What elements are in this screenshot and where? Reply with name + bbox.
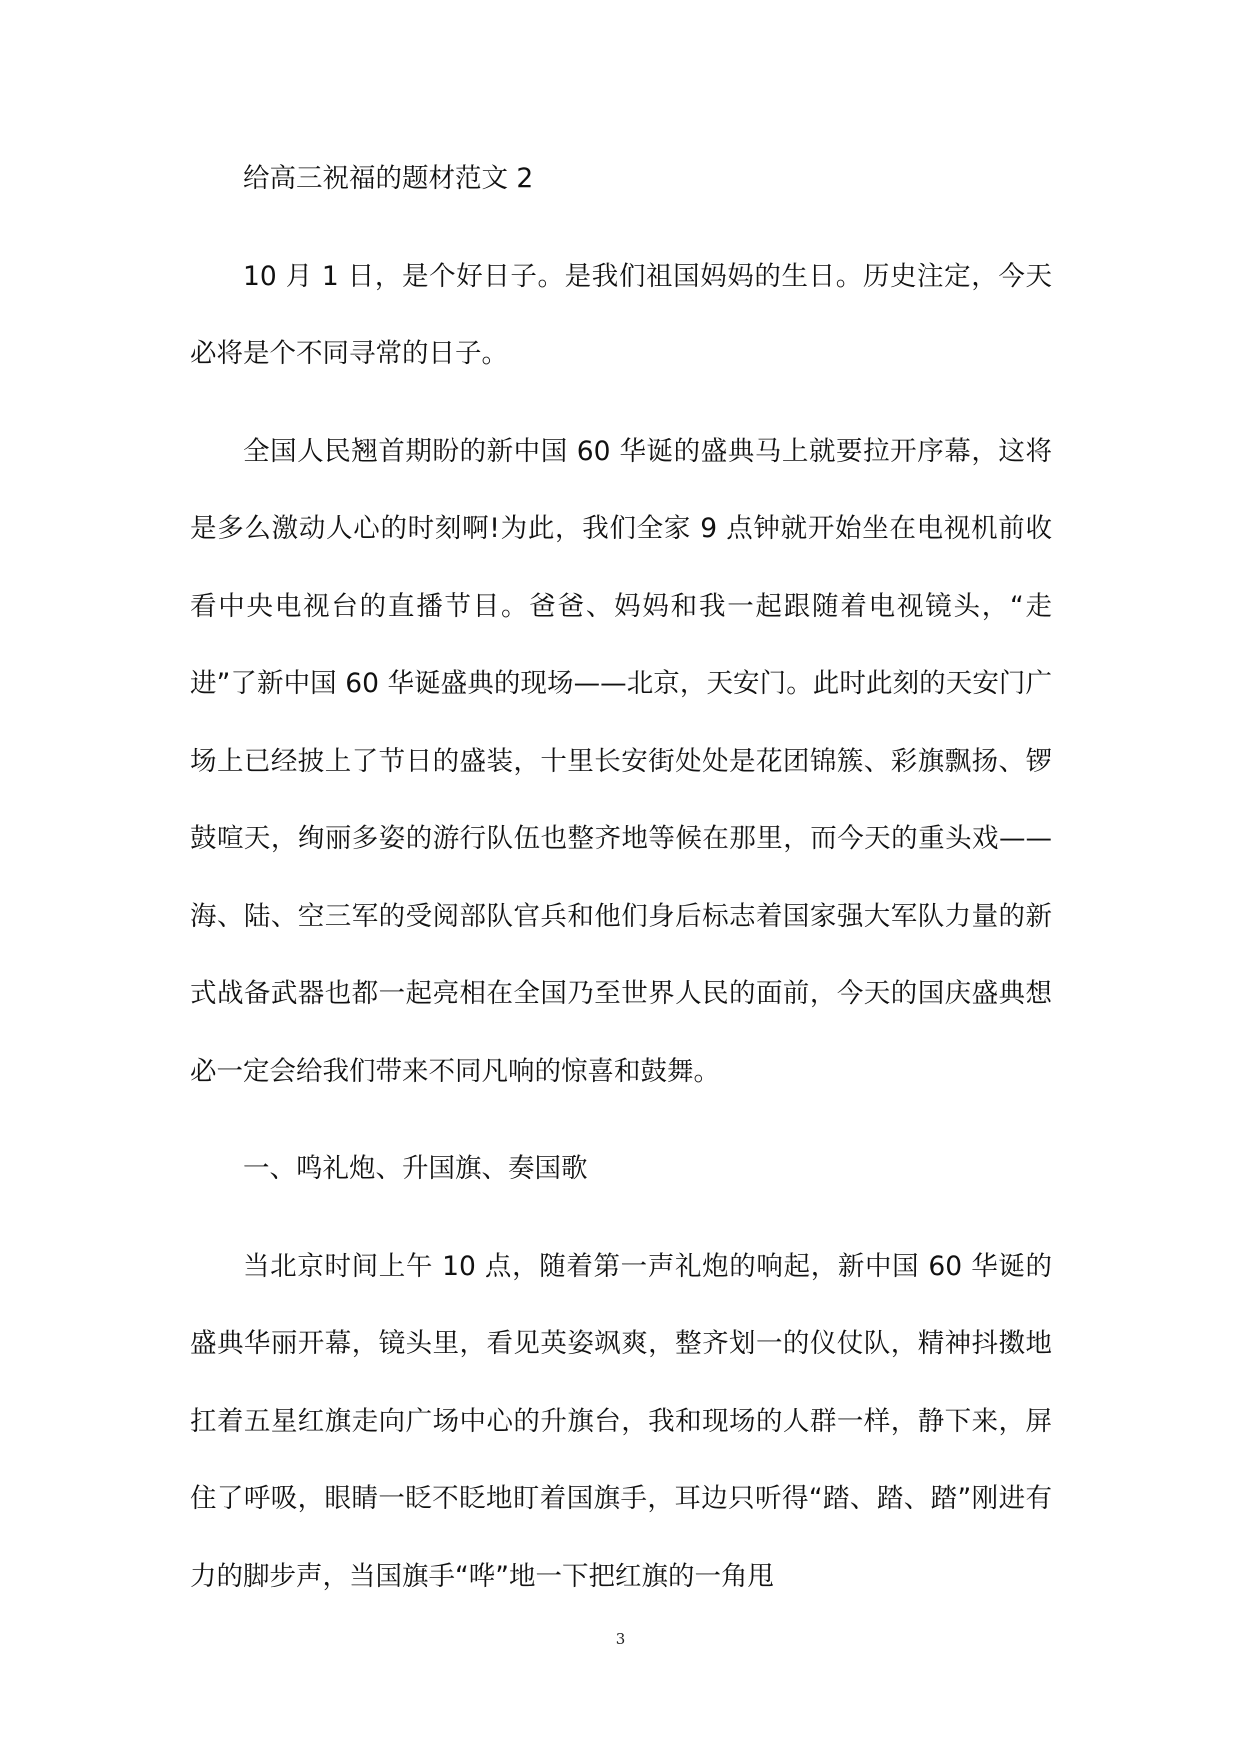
section-title: 给高三祝福的题材范文 2 <box>243 163 534 194</box>
paragraph-ceremony: 全国人民翘首期盼的新中国 60 华诞的盛典马上就要拉开序幕，这将是多么激动人心的时刻啊!为此，我们全家 9 点钟就开始坐在电视机前收看中央电视台的直播节目。爸爸、妈妈和我一起跟随着电视镜头，“走进”了新中国 60 华诞盛典的现场——北京，天安门。此时此刻的天安门广场上已经披上了节日的盛装，十里长安街处处是花团锦簇、彩旗飘扬、锣鼓喧天，绚丽多姿的游行队伍也整齐地等候在那里，而今天的重头戏——海、陆、空三军的受阅部队官兵和他们身后标志着国家强大军队力量的新式战备武器也都一起亮相在全国乃至世界人民的面前，今天的国庆盛典想必一定会给我们带来不同凡响的惊喜和鼓舞。 <box>190 435 1052 1087</box>
page-number: 3 <box>615 1630 626 1648</box>
document-body <box>190 140 1052 1635</box>
section-heading-salute: 一、鸣礼炮、升国旗、奏国歌 <box>243 1153 588 1184</box>
paragraph-intro: 10 月 1 日，是个好日子。是我们祖国妈妈的生日。历史注定，今天必将是个不同寻常的日子。 <box>190 260 1052 369</box>
paragraph-flag-raising: 当北京时间上午 10 点，随着第一声礼炮的响起，新中国 60 华诞的盛典华丽开幕，镜头里，看见英姿飒爽，整齐划一的仪仗队，精神抖擞地扛着五星红旗走向广场中心的升旗台，我和现场的人群一样，静下来，屏住了呼吸，眼睛一眨不眨地盯着国旗手，耳边只听得“踏、踏、踏”刚进有力的脚步声，当国旗手“哗”地一下把红旗的一角甩 <box>190 1250 1052 1592</box>
